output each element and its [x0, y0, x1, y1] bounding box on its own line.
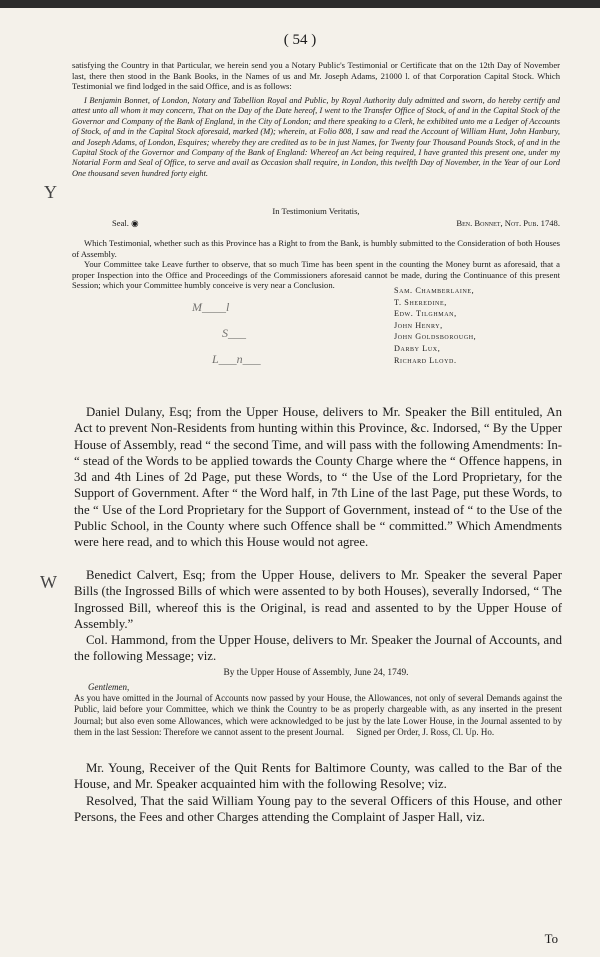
committee-name: John Goldsborough, — [394, 332, 477, 342]
committee-signatures — [394, 285, 476, 366]
young-text: Mr. Young, Receiver of the Quit Rents for Baltimore County, was called to the Bar of the House, and Mr. Speaker acquainted him with the following Resolve; viz. — [74, 761, 562, 792]
notary-signature: Ben. Bonnet, Not. Pub. 1748. — [456, 218, 560, 229]
faded-signature: L___n___ — [212, 352, 261, 366]
message-body — [74, 693, 562, 738]
calvert-paragraph — [74, 567, 562, 665]
testimonial-paragraph — [72, 238, 560, 291]
calvert-text: Benedict Calvert, Esq; from the Upper House, delivers to Mr. Speaker the several Paper Bills (the Ingrossed Bills of which were assented to by both Houses), severally Indorsed, “ The Ingrossed Bill, whereof this is the Original, is read and assented to by the Upper House of Assembly.” — [74, 568, 562, 631]
committee-name: Sam. Chamberlaine, — [394, 286, 475, 295]
upper-house-message — [74, 682, 562, 738]
seal-icon: ◉ — [131, 217, 139, 228]
committee-text: Your Committee take Leave further to observe, that so much Time has been spent in the counting the Money burnt as aforesaid, that a proper Inspection into the Office and Proceedings of the Commissioners aforesaid cannot be made, during the Continuance of this present Session; which your Committee humbly conceive is very near a Conclusion. — [72, 259, 560, 291]
message-signed: Signed per Order, J. Ross, Cl. Up. Ho. — [356, 726, 495, 737]
committee-name: Richard Lloyd. — [394, 355, 457, 365]
margin-mark: W — [40, 572, 57, 592]
message-body-text: As you have omitted in the Journal of Accounts now passed by your House, the Allowances, not only of several Demands against the Public, laid before your Committee, which we think the Country to be as properly chargeable with, as any inserted in the present Journal; but also even some Allowances, which were acknowledged to be just by the late Lower House, in the Journal assented to by them in the last Session: Therefore we cannot assent to the present Journal. — [74, 693, 562, 737]
intro-text: satisfying the Country in that Particular, we herein send you a Notary Public's Testimonial or Certificate that on the 12th Day of November last, there then stood in the Bank Books, in the Names of us and Mr. Joseph Adams, 21000 l. of that Corporation Capital Stock. Which Testimonial we find lodged in the said Office, and is as follows: — [72, 60, 560, 92]
young-paragraph — [74, 760, 562, 825]
message-salutation: Gentlemen, — [88, 682, 130, 692]
testimonial-text: Which Testimonial, whether such as this Province has a Right to from the Bank, is humbly submitted to the Consideration of both Houses of Assembly. — [72, 238, 560, 259]
margin-mark: Y — [44, 182, 57, 202]
committee-name: T. Sheredine, — [394, 297, 447, 307]
hammond-text: Col. Hammond, from the Upper House, delivers to Mr. Speaker the Journal of Accounts, and the following Message; viz. — [74, 633, 562, 664]
dulany-text: Daniel Dulany, Esq; from the Upper House, delivers to Mr. Speaker the Bill entituled, An Act to prevent Non-Residents from hunting within this Province, &c. Indorsed, “ By the Upper House of Assembly, read “ the second Time, and will pass with the following Amendments: In- “ stead of the Words to be applied towards the County Charge where the “ Offence happens, in 3d and 4th Lines of 2d Page, put these Words, to “ the Use of the Lord Proprietary, for the Support of Government. After “ the Word half, in 7th Line of the last Page, put these Words, to the “ Use of the Lord Proprietary for the Support of Government, instead of “ to the Use of the Public School, in the County where such Offence shall be “ committed.” Which Amendments were here read, and to which this House would not agree. — [74, 405, 562, 550]
dulany-paragraph — [74, 404, 562, 551]
testimony-block — [72, 206, 560, 229]
catchword: To — [544, 932, 558, 946]
certificate-text: I Benjamin Bonnet, of London, Notary and Tabellion Royal and Public, by Royal Authority duly admitted and sworn, do hereby certify and attest unto all whom it may concern, That on the Day of the Date hereof, I went to the Transfer Office of Stock, of and in the Capital Stock of the Governor and Company of the Bank of England, in the City of London; and there speaking to a Clerk, he exhibited unto me a Ledger of Accounts of Stock, of and in the Capital Stock aforesaid, marked (M); wherein, at Folio 808, I saw and read the Account of William Hunt, John Hanbury, and Joseph Adams, of London, Esquires; whereby they are credited as to be in just Names, for Twenty four Thousand Pounds Stock, of and in the Capital Stock of the Governor and Company of the Bank of England: Whereof an Act being required, I have granted this present one, under my Notarial Form and Seal of Office, to serve and avail as Occasion shall require, in London, this twelfth Day of November, in the Year of our Lord One thousand seven hundred forty eight. — [72, 96, 560, 178]
message-heading: By the Upper House of Assembly, June 24, 1749. — [223, 668, 409, 678]
page-number: ( 54 ) — [283, 32, 317, 48]
faded-signatures — [182, 294, 261, 372]
seal-label: Seal. — [112, 217, 129, 228]
intro-paragraph — [72, 60, 560, 92]
resolved-text: Resolved, That the said William Young pay to the several Officers of this House, and other Persons, the Fees and other Charges attending the Complaint of Jasper Hall, viz. — [74, 793, 562, 824]
faded-signature: S___ — [222, 326, 246, 340]
committee-name: Darby Lux, — [394, 343, 441, 353]
scan-top-edge — [0, 0, 600, 8]
committee-name: John Henry, — [394, 320, 443, 330]
faded-signature: M____l — [192, 300, 230, 314]
testimony-line: In Testimonium Veritatis, — [272, 206, 360, 216]
notary-certificate — [72, 96, 560, 179]
committee-name: Edw. Tilghman, — [394, 309, 457, 319]
